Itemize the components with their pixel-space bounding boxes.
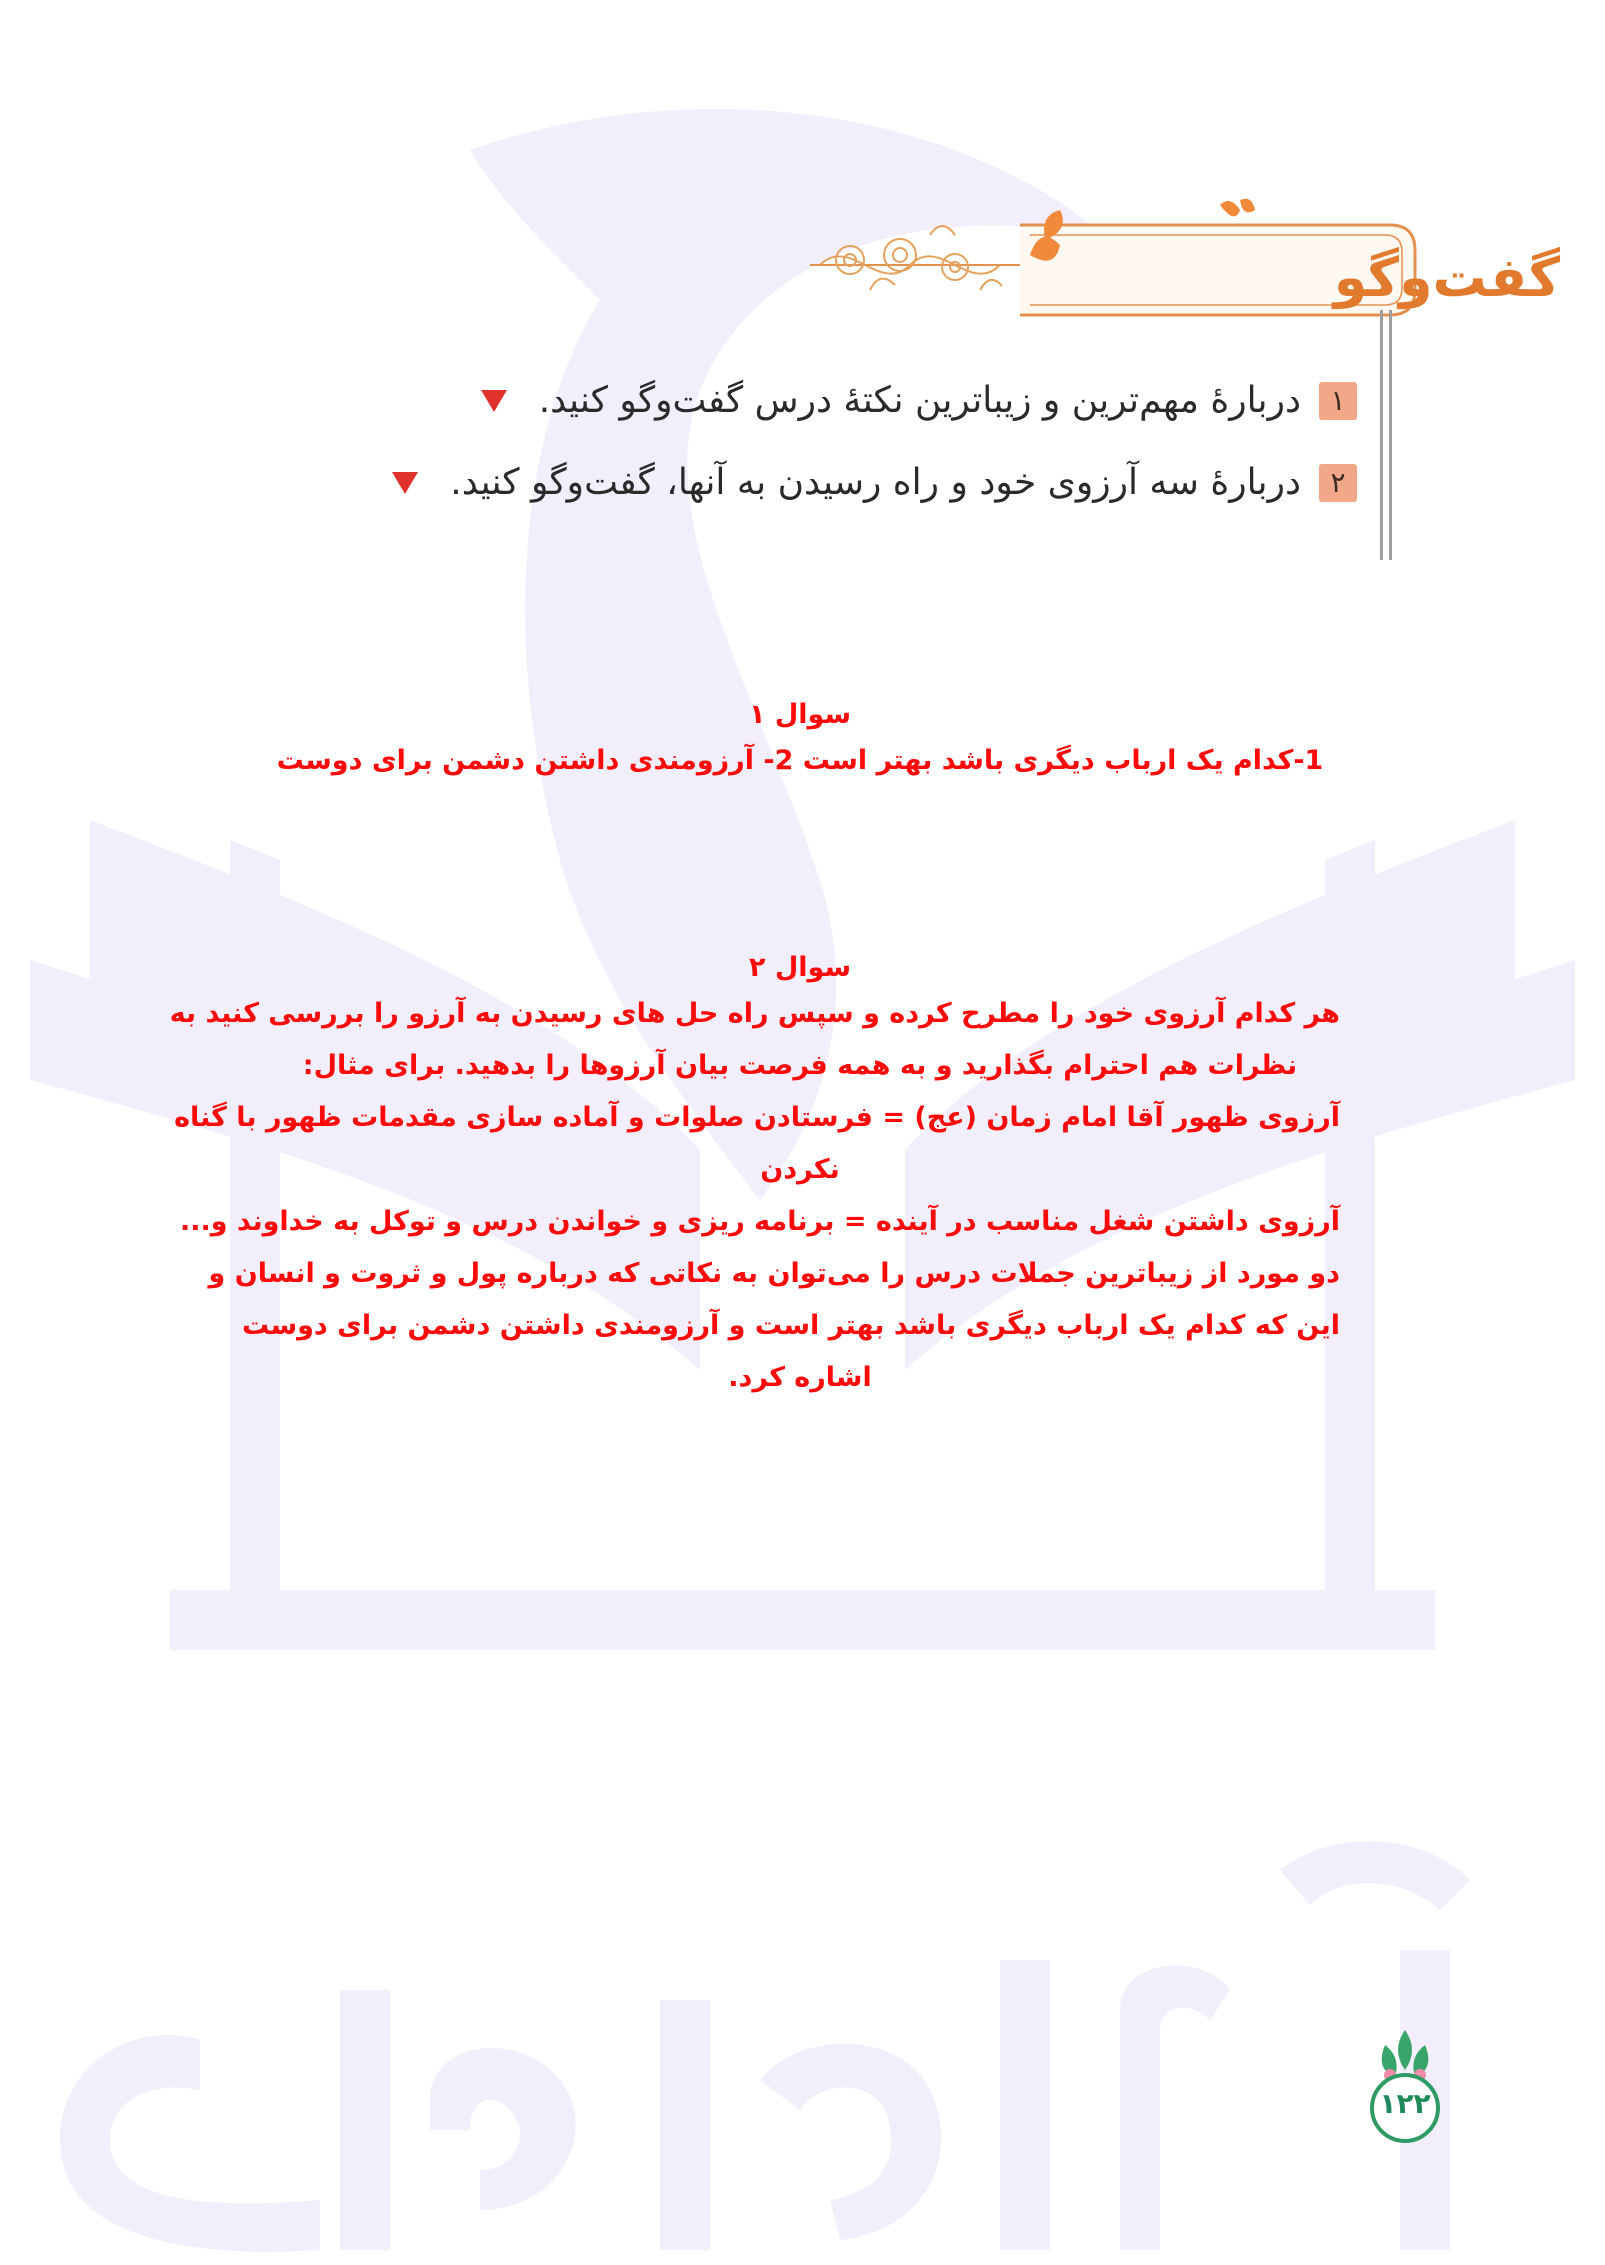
- answer-1: [260, 695, 1340, 787]
- exercise-2: [392, 462, 1357, 503]
- page-number: ۱۲۲: [1379, 2087, 1431, 2120]
- answer-2: [169, 948, 1340, 1404]
- answer-line: آرزوی داشتن شغل مناسب در آینده = برنامه ریزی و خواندن درس و توکل به خداوند و...: [179, 1206, 1340, 1237]
- answer-line: آرزوی ظهور آقا امام زمان (عج) = فرستادن صلوات و آماده سازی مقدمات ظهور با گناه: [174, 1102, 1340, 1133]
- triangle-down-icon: [392, 472, 418, 494]
- section-title: گفت‌وگو: [1333, 246, 1560, 309]
- banner-frame: [790, 195, 1420, 335]
- exercise-number: ۱: [1319, 382, 1357, 420]
- answer-line: نظرات هم احترام بگذارید و به همه فرصت بیان آرزوها را بدهید. برای مثال:: [302, 1050, 1298, 1081]
- exercise-text: دربارهٔ سه آرزوی خود و راه رسیدن به آنها، گفت‌وگو کنید.: [450, 462, 1301, 503]
- exercise-text: دربارهٔ مهم‌ترین و زیباترین نکتهٔ درس گفت‌وگو کنید.: [538, 380, 1301, 421]
- exercise-number: ۲: [1319, 464, 1357, 502]
- answer-line: 1-کدام یک ارباب دیگری باشد بهتر است 2- آرزومندی داشتن دشمن برای دوست: [276, 745, 1324, 776]
- answer-line: اشاره کرد.: [728, 1362, 872, 1393]
- page-number-badge: [1350, 2020, 1460, 2150]
- answer-title: سوال ۲: [748, 952, 852, 983]
- exercise-1: [481, 380, 1357, 421]
- side-rule: [1372, 310, 1392, 560]
- triangle-down-icon: [481, 390, 507, 412]
- answer-line: دو مورد از زیباترین جملات درس را می‌توان به نکاتی که درباره پول و ثروت و انسان و: [208, 1258, 1340, 1289]
- answer-line: هر کدام آرزوی خود را مطرح کرده و سپس راه حل های رسیدن به آرزو را بررسی کنید به: [169, 998, 1340, 1029]
- answer-title: سوال ۱: [748, 699, 852, 730]
- answer-line: این که کدام یک ارباب دیگری باشد بهتر است و آرزومندی داشتن دشمن برای دوست: [241, 1310, 1340, 1341]
- answer-line: نکردن: [760, 1154, 840, 1185]
